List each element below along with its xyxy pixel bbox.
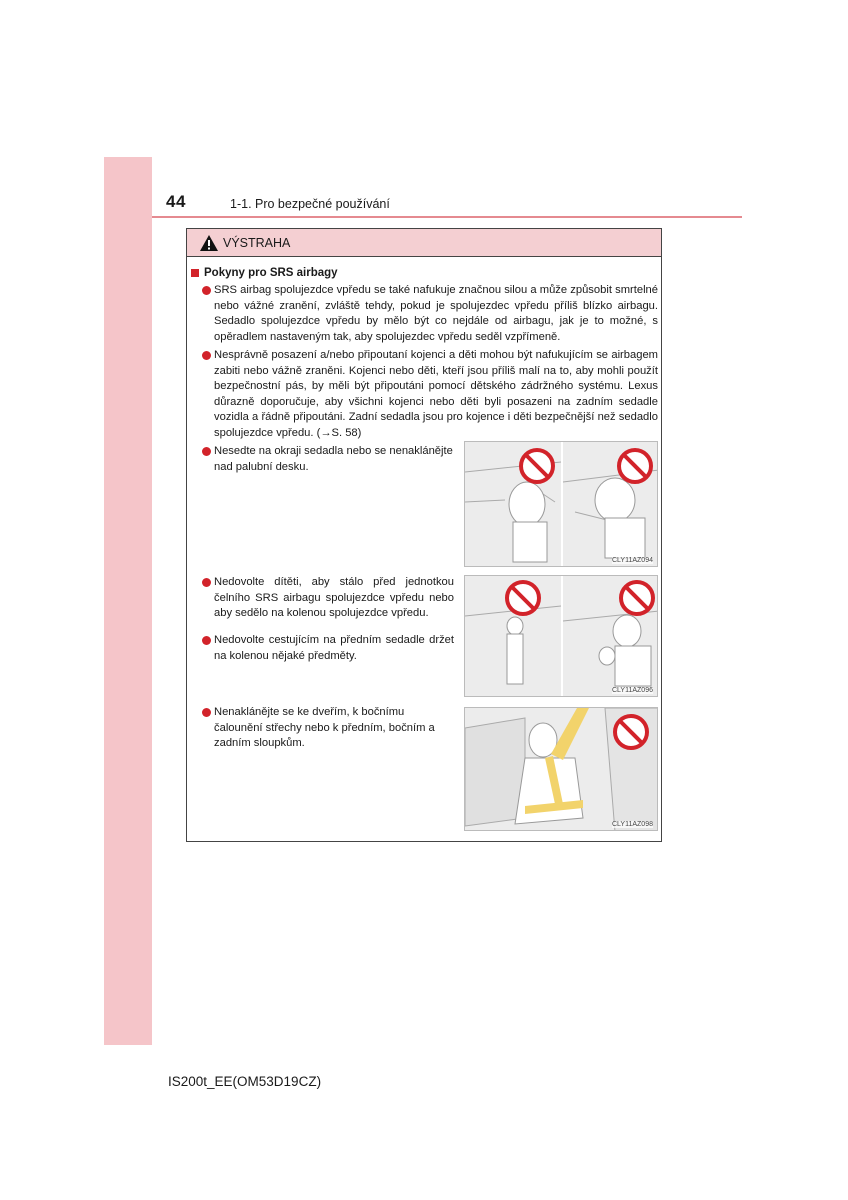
prohibition-icon bbox=[619, 450, 651, 482]
bullet-item: Nesprávně posazení a/nebo připoutaní kojenci a děti mohou být nafukujícím se airbagem zabiti nebo vážně zraněni. Kojenci nebo děti, kteří jsou příliš malí na to, aby mohli použít bezpečnostní pás, by měli být připoutáni pomocí dětského zádržného systému. Lexus důrazně doporučuje, aby všichni kojenci nebo děti byli posazeni na zadním sedadle vozidla a řádně připoutáni. Zadní sedadla jsou pro kojence i děti bezpečnější než sedadlo spolujezdce vpředu. (→S. 58) bbox=[214, 348, 658, 442]
prohibition-icon bbox=[615, 716, 647, 748]
square-bullet-icon bbox=[191, 269, 199, 277]
page-number: 44 bbox=[166, 192, 186, 211]
warning-triangle-icon bbox=[199, 234, 219, 252]
bullet-item: Nenaklánějte se ke dveřím, k bočnímu čalounění střechy nebo k předním, bočním a zadním sloupkům. bbox=[214, 705, 454, 752]
illustration-child-front bbox=[464, 575, 658, 697]
document-code: IS200t_EE(OM53D19CZ) bbox=[168, 1074, 322, 1089]
warning-header bbox=[187, 229, 661, 257]
bullet-item: Nesedte na okraji sedadla nebo se nenaklánějte nad palubní desku. bbox=[214, 444, 454, 475]
side-tab bbox=[104, 157, 152, 1045]
prohibition-icon bbox=[521, 450, 553, 482]
warning-box bbox=[186, 228, 662, 842]
bullet-item: SRS airbag spolujezdce vpředu se také nafukuje značnou silou a může způsobit smrtelné nebo vážné zranění, zvláště tehdy, pokud je spolujezdec vpředu příliš blízko airbagu. Sedadlo spolujezdce vpředu by mělo být co nejdále od airbagu, jak je to možné, s opěradlem nastaveným tak, aby spolujezdec vpředu seděl vzpřímeně. bbox=[214, 283, 658, 345]
illustration-lean-forward bbox=[464, 441, 658, 567]
subheading bbox=[191, 267, 338, 279]
figure-label: CLY11AZ096 bbox=[612, 687, 653, 694]
section-title: 1-1. Pro bezpečné používání bbox=[230, 197, 390, 211]
header-rule bbox=[152, 216, 742, 218]
warning-title: VÝSTRAHA bbox=[223, 235, 291, 250]
figure-label: CLY11AZ098 bbox=[612, 821, 653, 828]
bullet-item: Nedovolte dítěti, aby stálo před jednotkou čelního SRS airbagu spolujezdce vpředu nebo aby sedělo na kolenou spolujezdce vpředu. bbox=[214, 575, 454, 622]
bullet-item: Nedovolte cestujícím na předním sedadle držet na kolenou nějaké předměty. bbox=[214, 633, 454, 664]
prohibition-icon bbox=[507, 582, 539, 614]
illustration-lean-door bbox=[464, 707, 658, 831]
figure-label: CLY11AZ094 bbox=[612, 557, 653, 564]
prohibition-icon bbox=[621, 582, 653, 614]
subheading-text: Pokyny pro SRS airbagy bbox=[204, 267, 338, 279]
